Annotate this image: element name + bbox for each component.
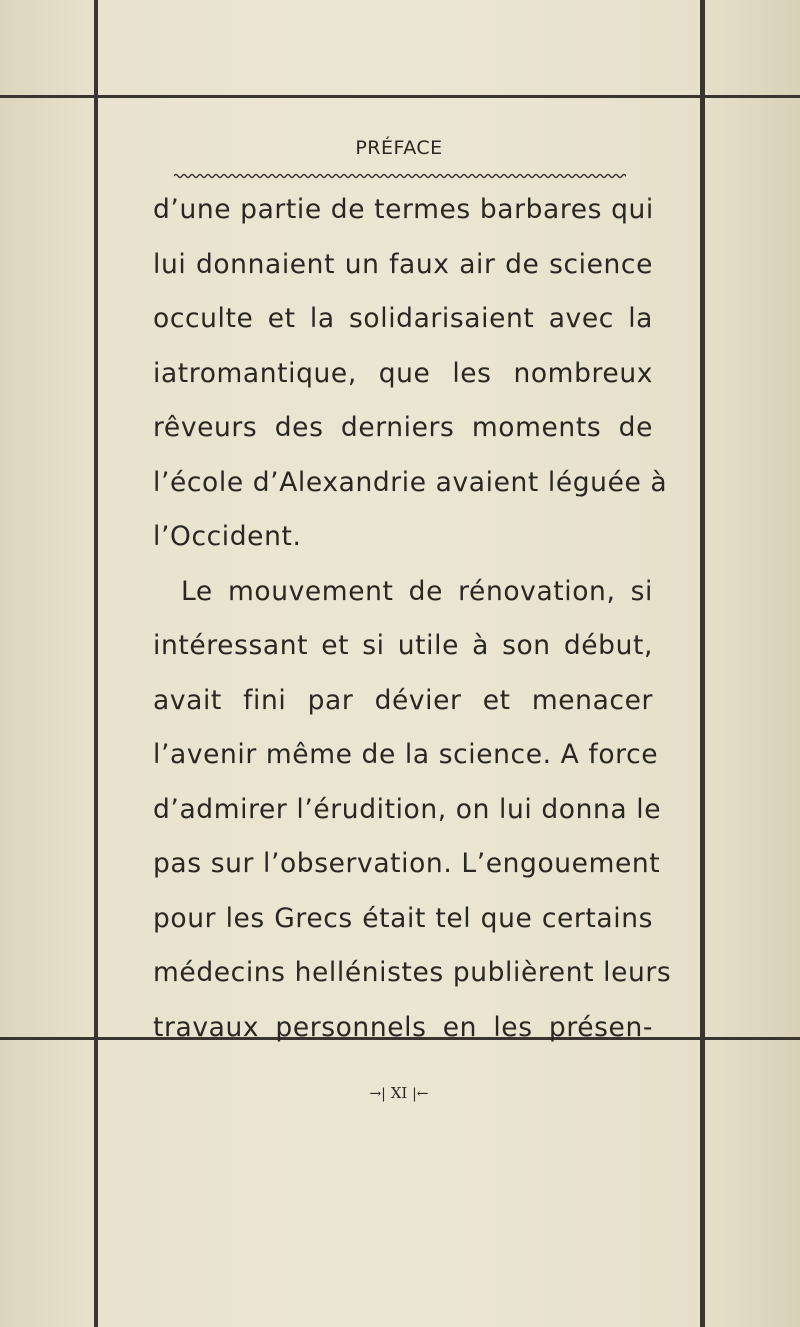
page-number — [98, 1084, 700, 1102]
right-frame-rule — [700, 0, 705, 1327]
folio-number: XI — [390, 1084, 408, 1102]
top-frame-rule — [0, 95, 800, 98]
text-line: rêveurs des derniers moments de — [153, 412, 653, 443]
text-line: d’une partie de termes barbares qui — [153, 194, 654, 225]
text-line: d’admirer l’érudition, on lui donna le — [153, 793, 662, 825]
text-line: avait fini par dévier et menacer — [153, 684, 653, 716]
text-line: pas sur l’observation. L’engouement — [153, 848, 661, 879]
text-line: Le mouvement de rénovation, si — [181, 575, 653, 607]
wavy-ornament-rule — [174, 172, 626, 180]
text-line: intéressant et si utile à son début, — [153, 630, 653, 661]
left-ornament-icon: →| — [369, 1086, 386, 1102]
paragraph-1 — [153, 183, 668, 565]
running-head: PRÉFACE — [355, 137, 443, 159]
right-ornament-icon: |← — [412, 1086, 429, 1102]
text-line: l’Occident. — [153, 521, 302, 552]
text-line: l’avenir même de la science. A force — [153, 739, 659, 770]
text-line: pour les Grecs était tel que certains — [153, 902, 653, 934]
text-line: occulte et la solidarisaient avec la — [153, 303, 653, 334]
text-line: médecins hellénistes publièrent leurs — [153, 957, 672, 988]
text-line: l’école d’Alexandrie avaient léguée à — [153, 466, 668, 498]
text-line: iatromantique, que les nombreux — [153, 357, 653, 389]
left-frame-rule — [94, 0, 98, 1327]
paragraph-2 — [153, 565, 672, 1056]
text-line: lui donnaient un faux air de science — [153, 248, 653, 280]
body-text — [153, 183, 672, 1055]
text-line: travaux personnels en les présen- — [153, 1011, 653, 1043]
